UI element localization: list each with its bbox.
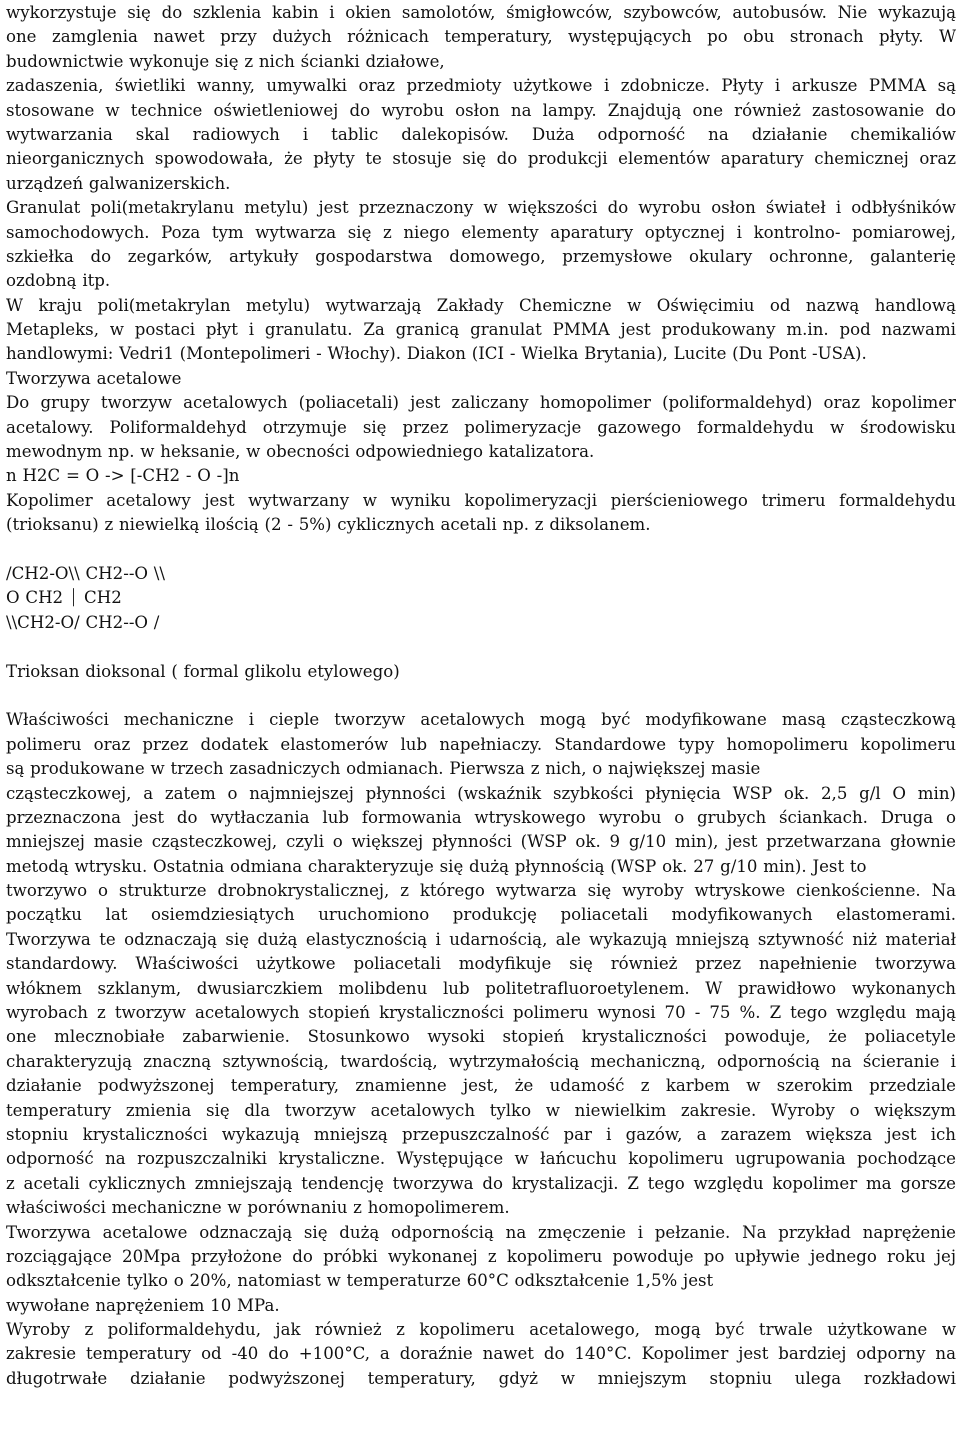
text-line: Trioksan dioksonal ( formal glikolu etylowego) bbox=[6, 661, 400, 681]
text-line: wywołane naprężeniem 10 MPa. bbox=[6, 1295, 280, 1315]
text-line: właściwości mechaniczne w porównaniu z homopolimerem. bbox=[6, 1198, 510, 1218]
text-line: standardowy. Właściwości użytkowe poliacetali modyfikuje się również przez napełnienie tworzywa bbox=[6, 954, 956, 974]
text-line: Granulat poli(metakrylanu metylu) jest przeznaczony w większości do wyrobu osłon świateł i odbłyśników bbox=[6, 198, 956, 218]
text-line: W kraju poli(metakrylan metylu) wytwarzają Zakłady Chemiczne w Oświęcimiu od nazwą handlową bbox=[6, 295, 956, 315]
text-line: rozciągające 20Mpa przyłożone do próbki wykonanej z kopolimeru powoduje po upływie jednego roku jej bbox=[6, 1246, 956, 1266]
text-line: one zamglenia nawet przy dużych różnicach temperatury, występujących po obu stronach płyty. W bbox=[6, 27, 956, 47]
text-line: cząsteczkowej, a zatem o najmniejszej płynności (wskaźnik szybkości płynięcia WSP ok. 2,5 g/l O min) bbox=[6, 783, 956, 803]
text-line: Kopolimer acetalowy jest wytwarzany w wyniku kopolimeryzacji pierścieniowego trimeru formaldehydu bbox=[6, 490, 956, 510]
text-line: samochodowych. Poza tym wytwarza się z niego elementy aparatury optycznej i kontrolno- pomiarowej, bbox=[6, 222, 956, 242]
text-line: stosowane w technice oświetleniowej do wyrobu osłon na lampy. Znajdują one również zastosowanie do bbox=[6, 100, 956, 120]
blank-line bbox=[6, 684, 956, 708]
text-line: Do grupy tworzyw acetalowych (poliacetali) jest zaliczany homopolimer (poliformaldehyd) oraz kopolimer bbox=[6, 393, 956, 413]
text-line: Tworzywa acetalowe bbox=[6, 368, 182, 388]
text-line: n H2C = O -> [-CH2 - O -]n bbox=[6, 466, 240, 486]
text-line: są produkowane w trzech zasadniczych odmianach. Pierwsza z nich, o największej masie bbox=[6, 759, 761, 779]
text-line: wytwarzania skal radiowych i tablic dalekopisów. Duża odporność na działanie chemikaliów bbox=[6, 124, 956, 144]
text-line: polimeru oraz przez dodatek elastomerów lub napełniaczy. Standardowe typy homopolimeru kopolimeru bbox=[6, 734, 956, 754]
text-line: \\CH2-O/ CH2--O / bbox=[6, 612, 160, 632]
text-line: handlowymi: Vedri1 (Montepolimeri - Włochy). Diakon (ICI - Wielka Brytania), Lucite (Du Pont -USA). bbox=[6, 344, 867, 364]
text-line: nieorganicznych spowodowała, że płyty te stosuje się do produkcji elementów aparatury chemicznej oraz bbox=[6, 149, 956, 169]
text-line: Tworzywa acetalowe odznaczają się dużą odpornością na zmęczenie i pełzanie. Na przykład naprężenie bbox=[6, 1222, 956, 1242]
document-page bbox=[6, 1, 956, 1391]
blank-line bbox=[6, 538, 956, 562]
text-line: szkiełka do zegarków, artykuły gospodarstwa domowego, przemysłowe okulary ochronne, galanterię bbox=[6, 246, 956, 266]
text-line: ozdobną itp. bbox=[6, 271, 111, 291]
text-line: urządzeń galwanizerskich. bbox=[6, 173, 231, 193]
text-line: odporność na rozpuszczalniki krystaliczne. Występujące w łańcuchu kopolimeru ugrupowania pochodzące bbox=[6, 1149, 956, 1169]
text-line: z acetali cyklicznych zmniejszają tendencję tworzywa do krystalizacji. Z tego względu kopolimer ma gorsze bbox=[6, 1173, 956, 1193]
text-line: odkształcenie tylko o 20%, natomiast w temperaturze 60°C odkształcenie 1,5% jest bbox=[6, 1271, 714, 1291]
text-line: wykorzystuje się do szklenia kabin i okien samolotów, śmigłowców, szybowców, autobusów. Nie wykazują bbox=[6, 3, 956, 22]
text-line: temperatury zmienia się dla tworzyw acetalowych tylko w niewielkim zakresie. Wyroby o większym bbox=[6, 1100, 956, 1120]
text-line: początku lat osiemdziesiątych uruchomiono produkcję poliacetali modyfikowanych elastomerami. bbox=[6, 905, 956, 925]
text-line: przeznaczona jest do wytłaczania lub formowania wtryskowego wyrobu o grubych ściankach. Druga o bbox=[6, 807, 956, 827]
text-line: O CH2 ⏐ CH2 bbox=[6, 588, 122, 608]
text-line: metodą wtrysku. Ostatnia odmiana charakteryzuje się dużą płynnością (WSP ok. 27 g/10 min). Jest to bbox=[6, 856, 867, 876]
text-line: /CH2-O\\ CH2--O \\ bbox=[6, 563, 165, 583]
text-line: Właściwości mechaniczne i cieple tworzyw acetalowych mogą być modyfikowane masą cząsteczkową bbox=[6, 710, 956, 730]
text-line: działanie podwyższonej temperatury, znamienne jest, że udamość z karbem w szerokim przedziale bbox=[6, 1076, 956, 1096]
text-line: tworzywo o strukturze drobnokrystalicznej, z którego wytwarza się wyroby wtryskowe cienkościenne. Na bbox=[6, 881, 956, 901]
text-line: mniejszej masie cząsteczkowej, czyli o większej płynności (WSP ok. 9 g/10 min), jest przetwarzana głownie bbox=[6, 832, 956, 852]
text-line: one mlecznobiałe zabarwienie. Stosunkowo wysoki stopień krystaliczności powoduje, że poliacetyle bbox=[6, 1027, 956, 1047]
text-line: budownictwie wykonuje się z nich ścianki działowe, bbox=[6, 51, 445, 71]
text-line: długotrwałe działanie podwyższonej temperatury, gdyż w mniejszym stopniu ulega rozkładowi bbox=[6, 1368, 956, 1388]
text-line: Tworzywa te odznaczają się dużą elastycznością i udarnością, ale wykazują mniejszą sztywność niż materiał bbox=[6, 929, 956, 949]
text-line: (trioksanu) z niewielką ilością (2 - 5%) cyklicznych acetali np. z diksolanem. bbox=[6, 515, 651, 535]
text-line: zakresie temperatury od -40 do +100°C, a doraźnie nawet do 140°C. Kopolimer jest bardziej odporny na bbox=[6, 1344, 956, 1364]
text-line: charakteryzują znaczną sztywnością, twardością, wytrzymałością mechaniczną, odpornością na ścieranie i bbox=[6, 1051, 956, 1071]
text-line: mewodnym np. w heksanie, w obecności odpowiedniego katalizatora. bbox=[6, 442, 595, 462]
text-line: Metapleks, w postaci płyt i granulatu. Za granicą granulat PMMA jest produkowany m.in. pod nazwami bbox=[6, 320, 956, 340]
text-line: włóknem szklanym, dwusiarczkiem molibdenu lub politetrafluoroetylenem. W prawidłowo wykonanych bbox=[6, 978, 956, 998]
text-line: zadaszenia, świetliki wanny, umywalki oraz przedmioty użytkowe i zdobnicze. Płyty i arkusze PMMA są bbox=[6, 76, 956, 96]
blank-line bbox=[6, 635, 956, 659]
text-line: wyrobach z tworzyw acetalowych stopień krystaliczności polimeru wynosi 70 - 75 %. Z tego względu mają bbox=[6, 1003, 956, 1023]
text-line: Wyroby z poliformaldehydu, jak również z kopolimeru acetalowego, mogą być trwale użytkowane w bbox=[6, 1320, 956, 1340]
text-line: stopniu krystaliczności wykazują mniejszą przepuszczalność par i gazów, a zarazem większa jest ich bbox=[6, 1124, 956, 1144]
text-line: acetalowy. Poliformaldehyd otrzymuje się przez polimeryzacje gazowego formaldehydu w środowisku bbox=[6, 417, 956, 437]
